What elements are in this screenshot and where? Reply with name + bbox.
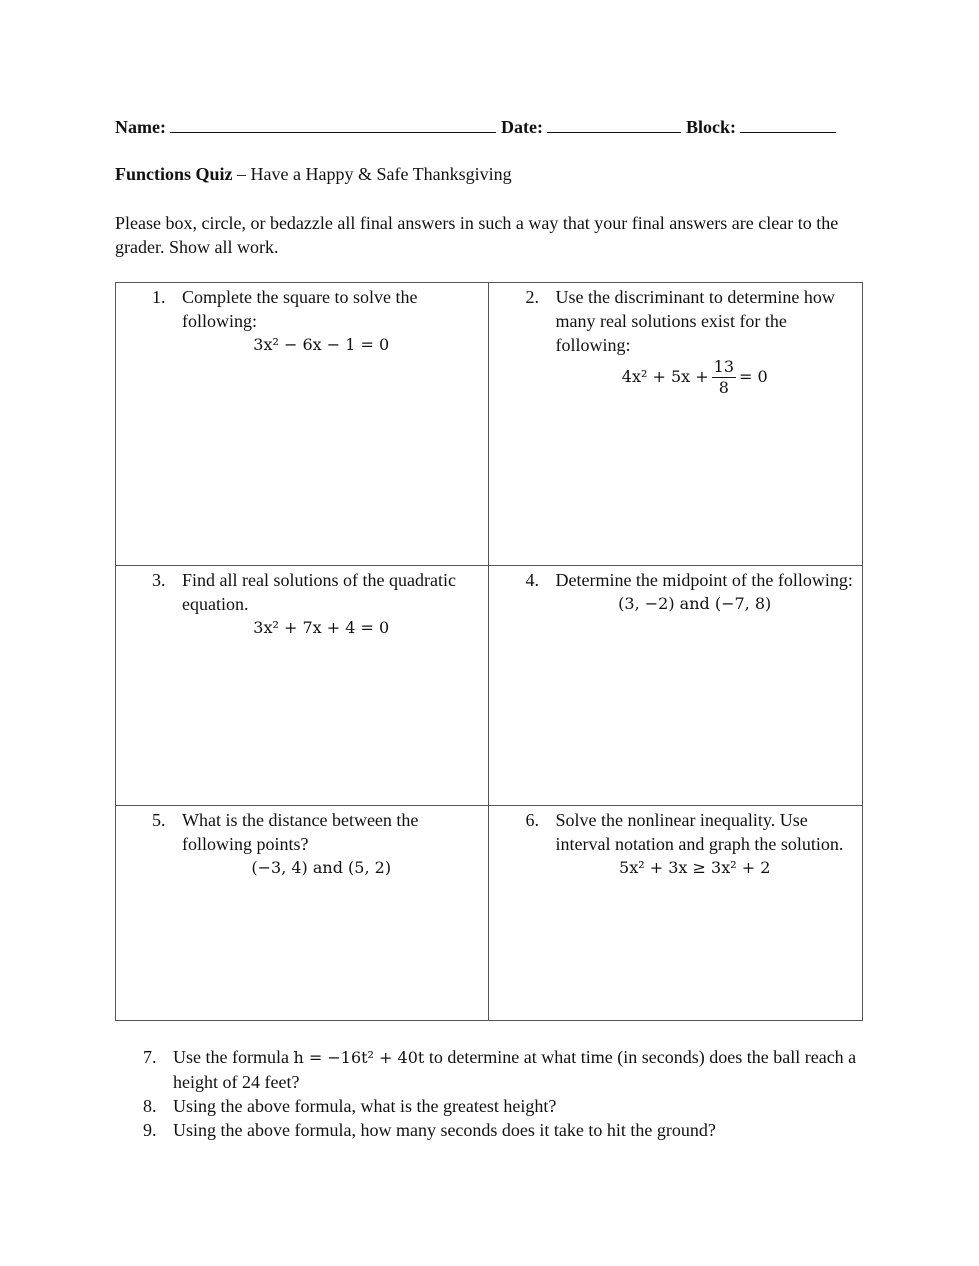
title-subtitle: – Have a Happy & Safe Thanksgiving bbox=[232, 164, 512, 184]
fraction-numerator: 13 bbox=[713, 357, 735, 376]
equation: 3x² + 7x + 4 = 0 bbox=[253, 618, 390, 637]
equation: 3x² − 6x − 1 = 0 bbox=[253, 335, 390, 354]
question-number: 1. bbox=[152, 287, 166, 307]
question-text: Solve the nonlinear inequality. Use interval notation and graph the solution. bbox=[555, 810, 844, 854]
title-bold: Functions Quiz bbox=[115, 164, 233, 184]
question-number: 9. bbox=[143, 1120, 157, 1140]
question-number: 8. bbox=[143, 1096, 157, 1116]
question-cell-6 bbox=[489, 806, 863, 1021]
question-number: 2. bbox=[525, 287, 539, 307]
date-blank[interactable] bbox=[547, 116, 681, 133]
question-cell-1 bbox=[116, 283, 489, 566]
equation: 5x² + 3x ≥ 3x² + 2 bbox=[619, 858, 771, 877]
question-9 bbox=[143, 1118, 863, 1142]
question-text: Find all real solutions of the quadratic equation. bbox=[182, 570, 456, 614]
question-text: Use the formula bbox=[173, 1047, 294, 1067]
question-text: Determine the midpoint of the following: bbox=[555, 570, 853, 590]
question-number: 5. bbox=[152, 810, 166, 830]
fraction bbox=[712, 357, 736, 398]
name-label: Name: bbox=[115, 117, 166, 137]
question-text: Complete the square to solve the following: bbox=[182, 287, 418, 331]
equation: (−3, 4) and (5, 2) bbox=[251, 858, 392, 877]
equation-left: 4x² + 5x + bbox=[621, 367, 709, 386]
bottom-questions bbox=[143, 1045, 863, 1142]
question-number: 4. bbox=[525, 570, 539, 590]
header-line bbox=[115, 116, 836, 138]
instructions: Please box, circle, or bedazzle all final answers in such a way that your final answers are clear to the grader. Show all work. bbox=[115, 213, 839, 257]
block-label: Block: bbox=[685, 117, 736, 137]
question-text: Using the above formula, how many seconds does it take to hit the ground? bbox=[173, 1120, 716, 1140]
question-7 bbox=[143, 1045, 863, 1094]
equation: (3, −2) and (−7, 8) bbox=[618, 594, 772, 613]
fraction-denominator: 8 bbox=[718, 378, 729, 397]
question-8 bbox=[143, 1094, 863, 1118]
question-text: Use the discriminant to determine how many real solutions exist for the following: bbox=[555, 287, 835, 355]
questions-table bbox=[115, 282, 863, 1021]
date-label: Date: bbox=[500, 117, 543, 137]
block-blank[interactable] bbox=[740, 116, 836, 133]
question-number: 3. bbox=[152, 570, 166, 590]
question-text: Using the above formula, what is the greatest height? bbox=[173, 1096, 557, 1116]
formula: h = −16t² + 40t bbox=[293, 1048, 425, 1067]
equation-right: = 0 bbox=[739, 367, 768, 386]
question-cell-4 bbox=[489, 566, 863, 806]
question-cell-3 bbox=[116, 566, 489, 806]
question-cell-5 bbox=[116, 806, 489, 1021]
question-text: What is the distance between the following points? bbox=[182, 810, 419, 854]
question-cell-2 bbox=[489, 283, 863, 566]
name-blank[interactable] bbox=[170, 116, 496, 133]
question-text: to determine at what time (in seconds) does the ball reach a height of 24 feet? bbox=[173, 1047, 857, 1092]
quiz-title bbox=[115, 164, 512, 185]
equation bbox=[535, 357, 854, 398]
question-number: 6. bbox=[525, 810, 539, 830]
question-number: 7. bbox=[143, 1047, 157, 1067]
